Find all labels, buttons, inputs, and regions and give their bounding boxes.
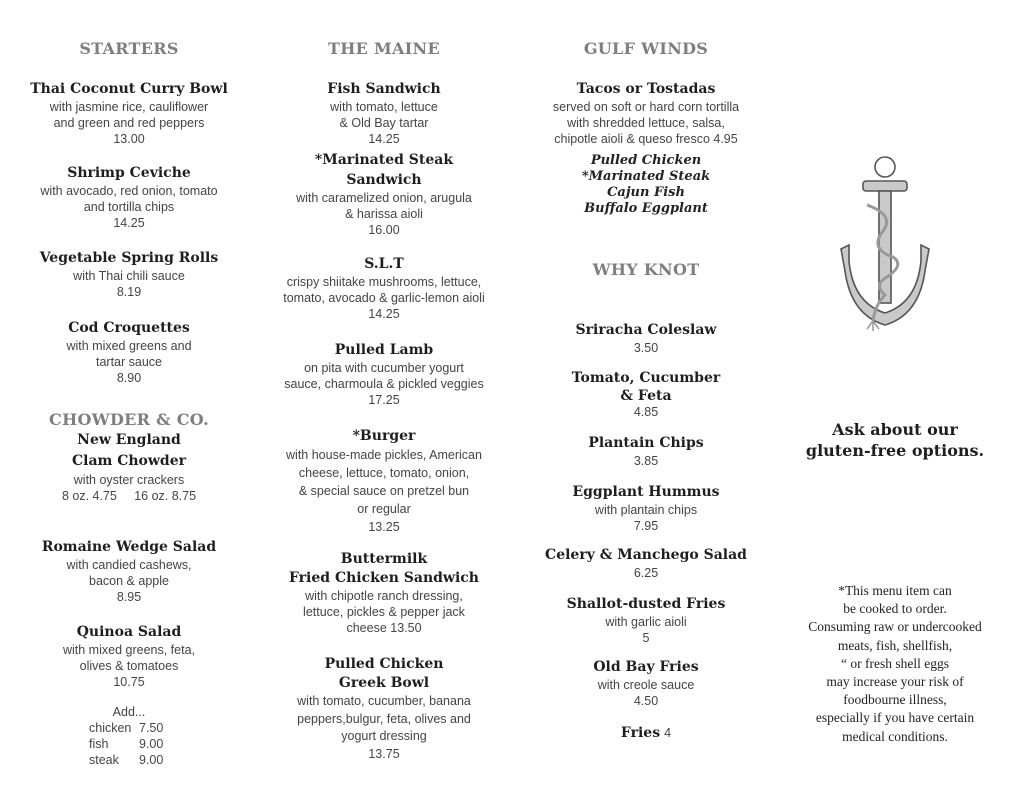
item-name: Vegetable Spring Rolls (39, 250, 219, 266)
item-price: 8.95 (116, 590, 142, 604)
item-name: Eggplant Hummus (572, 484, 720, 500)
item-name: Fries (620, 725, 661, 741)
menu-item (274, 80, 494, 147)
item-desc: crispy shiitake mushrooms, lettuce, (286, 275, 482, 289)
menu-item (536, 724, 756, 743)
item-desc: peppers,bulgur, feta, olives and (297, 711, 471, 726)
gluten-free-note (790, 419, 1000, 461)
item-name: & Feta (620, 388, 672, 404)
item-desc: with creole sauce (597, 678, 695, 692)
item-desc: cheese 13.50 (346, 621, 422, 635)
item-desc: with Thai chili sauce (73, 269, 185, 283)
item-name: *Marinated Steak (314, 152, 454, 168)
menu-item (536, 321, 756, 356)
item-desc: with candied cashews, (66, 558, 192, 572)
ask-line: gluten-free options. (805, 441, 985, 460)
item-price: 3.85 (633, 454, 659, 468)
item-name: New England (77, 432, 181, 448)
add-table (89, 720, 238, 768)
add-label: Add... (112, 705, 146, 719)
chowder-heading: CHOWDER & CO. (49, 410, 209, 429)
item-desc: with avocado, red onion, tomato (40, 184, 218, 198)
item-name: Romaine Wedge Salad (41, 539, 217, 555)
add-row (89, 752, 238, 768)
item-name: *Burger (352, 428, 416, 444)
item-desc: sauce, charmoula & pickled veggies (284, 377, 484, 391)
item-desc: cheese, lettuce, tomato, onion, (298, 466, 470, 480)
add-price: 7.50 (139, 721, 164, 735)
menu-item (20, 164, 238, 231)
menu-item (274, 655, 494, 763)
item-desc: with mixed greens, feta, (62, 643, 195, 657)
notice-line: may increase your risk of (826, 674, 964, 690)
notice-line: “ or fresh shell eggs (841, 655, 949, 671)
add-item: fish (89, 737, 109, 751)
item-price: 14.25 (368, 132, 400, 146)
item-name: Thai Coconut Curry Bowl (30, 81, 228, 97)
item-price: 16.00 (368, 223, 400, 237)
item-name: S.L.T (364, 256, 404, 272)
anchor-icon (835, 153, 935, 333)
notice-line: especially if you have certain (815, 710, 975, 726)
item-desc: with garlic aioli (605, 615, 687, 629)
menu-item (20, 538, 238, 605)
item-name: Pulled Lamb (334, 342, 434, 358)
item-price: 5 (642, 631, 650, 645)
item-name: Fried Chicken Sandwich (288, 570, 479, 586)
item-desc: & Old Bay tartar (339, 116, 429, 130)
add-row (89, 736, 238, 752)
menu-item (20, 80, 238, 147)
menu-item (274, 550, 494, 636)
starters-heading: STARTERS (79, 39, 179, 58)
item-name: Quinoa Salad (76, 624, 182, 640)
item-desc: & harissa aioli (345, 207, 423, 221)
item-desc: with tomato, cucumber, banana (297, 694, 471, 708)
add-item: chicken (89, 721, 132, 735)
menu-item (20, 430, 238, 504)
item-desc: & special sauce on pretzel bun (298, 484, 470, 498)
item-name: Clam Chowder (71, 453, 186, 469)
add-item: steak (89, 753, 119, 767)
item-price: 13.00 (113, 132, 145, 146)
item-price: 10.75 (113, 675, 145, 689)
notice-line: foodbourne illness, (843, 692, 947, 708)
taco-option: Pulled Chicken (590, 153, 702, 168)
item-desc: and tortilla chips (83, 200, 175, 214)
item-price: 3.50 (633, 341, 659, 355)
menu-item (536, 80, 756, 147)
item-price: 7.95 (633, 519, 659, 533)
item-name: Buttermilk (340, 551, 428, 567)
item-desc: with shredded lettuce, salsa, (567, 116, 725, 130)
item-name: Pulled Chicken (324, 656, 444, 672)
menu-item (536, 434, 756, 469)
whyknot-heading: WHY KNOT (592, 260, 700, 279)
menu-item (536, 658, 756, 709)
notice-line: meats, fish, shellfish, (837, 637, 953, 653)
item-desc: on pita with cucumber yogurt (304, 361, 464, 375)
item-name: Tomato, Cucumber (571, 370, 721, 386)
menu-item (536, 546, 756, 581)
taco-option: Buffalo Eggplant (584, 201, 708, 216)
item-desc: with jasmine rice, cauliflower (49, 100, 209, 114)
item-desc: with house-made pickles, American (286, 448, 482, 462)
item-desc: with chipotle ranch dressing, (305, 589, 463, 603)
item-name: Greek Bowl (338, 675, 430, 691)
item-price: 4.85 (633, 405, 659, 419)
item-price: 13.25 (368, 520, 400, 534)
item-desc: with plantain chips (594, 503, 698, 517)
item-name: Sandwich (346, 172, 422, 188)
item-price: 4 (664, 726, 672, 740)
item-desc: with tomato, lettuce (330, 100, 438, 114)
item-desc: bacon & apple (89, 574, 169, 588)
menu-item (536, 595, 756, 646)
item-desc: olives & tomatoes (79, 659, 179, 673)
item-desc: chipotle aioli & queso fresco 4.95 (554, 132, 738, 146)
item-price: 8 oz. 4.75 16 oz. 8.75 (61, 489, 197, 503)
item-price: 6.25 (633, 566, 659, 580)
taco-option: Cajun Fish (607, 185, 685, 200)
notice-line: Consuming raw or undercooked (808, 619, 982, 635)
add-ons (20, 704, 238, 768)
menu-item (274, 255, 494, 322)
menu-item (274, 150, 494, 238)
taco-option: *Marinated Steak (581, 169, 711, 184)
maine-heading: THE MAINE (328, 39, 440, 58)
menu-item (20, 319, 238, 386)
menu-item (274, 427, 494, 536)
item-desc: yogurt dressing (341, 729, 427, 743)
notice-line: medical conditions. (842, 728, 948, 744)
gulf-heading: GULF WINDS (583, 39, 709, 58)
taco-options (536, 153, 756, 217)
consumer-notice (790, 582, 1000, 746)
notice-line: *This menu item can (838, 583, 952, 598)
item-name: Celery & Manchego Salad (545, 547, 747, 563)
menu-item (20, 249, 238, 300)
item-desc: lettuce, pickles & pepper jack (303, 605, 465, 619)
menu-item (536, 369, 756, 420)
ask-line: Ask about our (832, 420, 958, 439)
item-desc: served on soft or hard corn tortilla (552, 100, 740, 114)
item-name: Old Bay Fries (593, 659, 699, 675)
menu-item (20, 623, 238, 690)
item-desc: with oyster crackers (73, 473, 185, 487)
item-name: Sriracha Coleslaw (575, 322, 717, 338)
menu-item (274, 341, 494, 408)
item-price: 17.25 (368, 393, 400, 407)
item-name: Shrimp Ceviche (67, 165, 191, 181)
item-name: Plantain Chips (588, 435, 704, 451)
item-price: 8.19 (116, 285, 142, 299)
item-desc: with mixed greens and (66, 339, 192, 353)
add-price: 9.00 (139, 737, 164, 751)
notice-line: be cooked to order. (843, 601, 947, 617)
item-price: 14.25 (368, 307, 400, 321)
item-desc: tomato, avocado & garlic-lemon aioli (283, 291, 485, 305)
menu-item (536, 483, 756, 534)
item-price: 8.90 (116, 371, 142, 385)
item-name: Fish Sandwich (327, 81, 441, 97)
item-price: 4.50 (633, 694, 659, 708)
add-row (89, 720, 238, 736)
item-desc: tartar sauce (95, 355, 162, 369)
item-price: 13.75 (368, 746, 400, 761)
add-price: 9.00 (139, 753, 164, 767)
item-name: Tacos or Tostadas (576, 81, 716, 97)
item-price: 14.25 (113, 216, 145, 230)
item-desc: and green and red peppers (53, 116, 205, 130)
item-desc: or regular (357, 502, 411, 516)
item-name: Cod Croquettes (68, 320, 190, 336)
item-name: Shallot-dusted Fries (566, 596, 726, 612)
item-desc: with caramelized onion, arugula (296, 191, 472, 205)
